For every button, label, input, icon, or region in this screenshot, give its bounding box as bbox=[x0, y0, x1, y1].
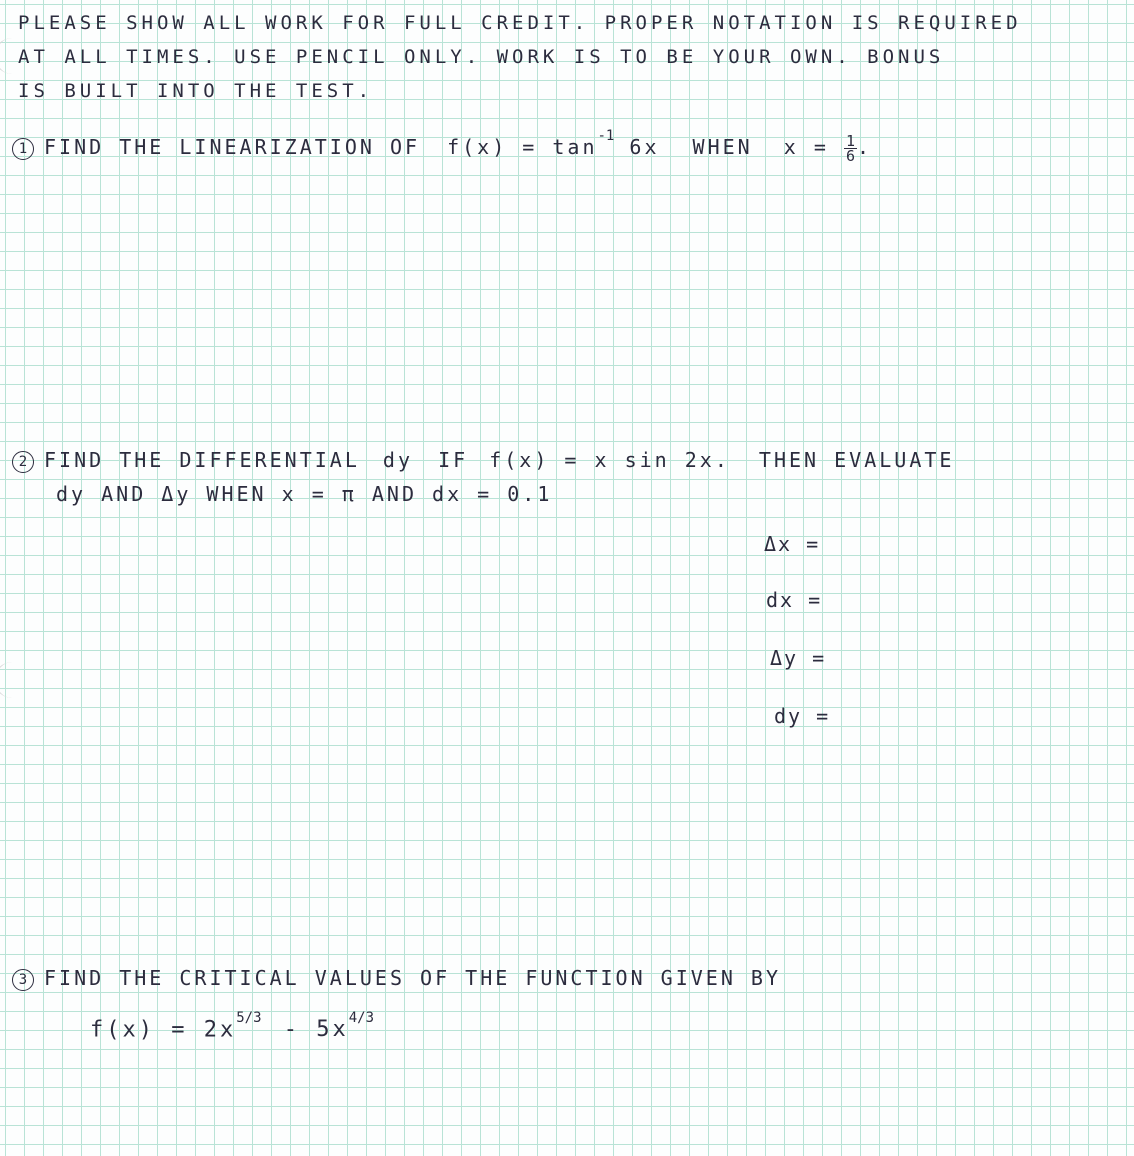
question-2-function: f(x) = x sin 2x. bbox=[489, 448, 730, 472]
punch-hole-top bbox=[0, 38, 16, 74]
question-2-line-1 bbox=[12, 448, 954, 473]
question-3-exponent-2: 4/3 bbox=[348, 1010, 375, 1026]
dx-blank: dx = bbox=[766, 588, 823, 612]
dy-blank: dy = bbox=[774, 704, 831, 728]
question-2-dy: dy bbox=[382, 448, 414, 472]
question-1-number: 1 bbox=[12, 138, 34, 160]
question-3-function-second-term: - 5x bbox=[283, 1017, 349, 1043]
question-1-function: f(x) = tan bbox=[447, 135, 598, 159]
question-3-text: FIND THE CRITICAL VALUES OF THE FUNCTION GIVEN BY bbox=[44, 966, 782, 990]
question-1-argument: 6x bbox=[629, 135, 660, 159]
question-1-text: FIND THE LINEARIZATION OF bbox=[44, 135, 421, 159]
question-1-when: WHEN bbox=[692, 135, 753, 159]
question-3-function bbox=[90, 1010, 375, 1043]
question-3 bbox=[12, 966, 781, 991]
question-3-number: 3 bbox=[12, 969, 34, 991]
instructions-line-2: AT ALL TIMES. USE PENCIL ONLY. WORK IS TO BE YOUR OWN. BONUS bbox=[18, 46, 945, 68]
question-2-then-evaluate: THEN EVALUATE bbox=[758, 448, 955, 472]
question-1-inverse-exponent: -1 bbox=[597, 128, 615, 145]
question-2-line-2: dy AND Δy WHEN x = π AND dx = 0.1 bbox=[56, 482, 553, 506]
question-1-fraction bbox=[844, 134, 857, 163]
question-1 bbox=[12, 128, 873, 165]
question-2-text: FIND THE DIFFERENTIAL bbox=[44, 448, 360, 472]
instructions-line-3: IS BUILT INTO THE TEST. bbox=[18, 80, 374, 102]
delta-y-blank: Δy = bbox=[770, 646, 827, 670]
question-1-fraction-numerator: 1 bbox=[845, 132, 855, 150]
question-3-exponent-1: 5/3 bbox=[236, 1010, 262, 1026]
punch-hole-bottom bbox=[0, 662, 16, 698]
instructions-line-1: PLEASE SHOW ALL WORK FOR FULL CREDIT. PROPER NOTATION IS REQUIRED bbox=[18, 12, 1022, 34]
delta-x-blank: Δx = bbox=[764, 532, 821, 556]
question-2-number: 2 bbox=[12, 451, 34, 473]
question-3-function-first-term: f(x) = 2x bbox=[90, 1017, 237, 1043]
question-1-fraction-denominator: 6 bbox=[845, 147, 855, 165]
question-2-if: IF bbox=[438, 448, 469, 472]
question-1-x-equals: x = bbox=[783, 135, 829, 159]
question-1-period: . bbox=[856, 135, 873, 159]
